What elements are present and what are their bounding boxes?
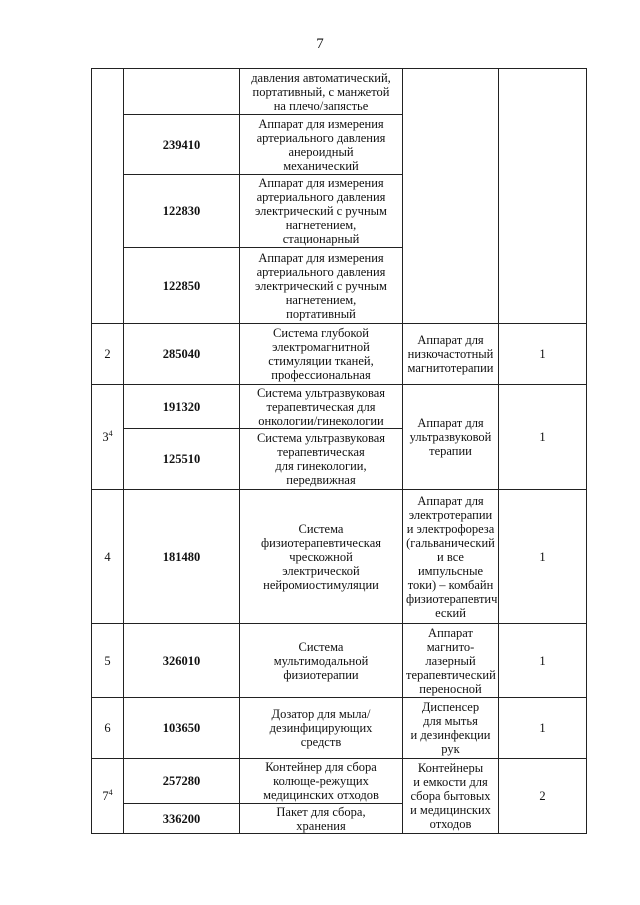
footnote-mark: 4 xyxy=(108,787,113,797)
table-row xyxy=(92,69,587,115)
table-row xyxy=(92,624,587,698)
code-cell: 122850 xyxy=(124,248,240,324)
group-cell: Диспенсер для мытья и дезинфекции рук xyxy=(403,698,499,759)
code-cell: 125510 xyxy=(124,429,240,490)
code-cell: 181480 xyxy=(124,490,240,624)
group-cell: Аппарат для электротерапии и электрофореза (гальванический и все импульсные токи) – комбайн физиотерапевтич еский xyxy=(403,490,499,624)
name-cell: давления автоматический, портативный, с манжетой на плечо/запястье xyxy=(240,69,403,115)
name-cell: Аппарат для измерения артериального давления анероидный механический xyxy=(240,115,403,175)
row-number-cell: 2 xyxy=(92,324,124,385)
quantity-cell: 1 xyxy=(499,385,587,490)
name-cell: Система мультимодальной физиотерапии xyxy=(240,624,403,698)
code-cell xyxy=(124,69,240,115)
row-number-cell xyxy=(92,759,124,834)
row-number-cell: 6 xyxy=(92,698,124,759)
code-cell: 285040 xyxy=(124,324,240,385)
row-number-cell: 5 xyxy=(92,624,124,698)
quantity-cell: 1 xyxy=(499,624,587,698)
code-cell: 191320 xyxy=(124,385,240,429)
code-cell: 103650 xyxy=(124,698,240,759)
name-cell: Контейнер для сбора колюще-режущих медицинских отходов xyxy=(240,759,403,804)
code-cell: 122830 xyxy=(124,175,240,248)
row-number-cell: 4 xyxy=(92,490,124,624)
page-number: 7 xyxy=(316,36,324,52)
code-cell: 336200 xyxy=(124,804,240,834)
group-cell: Аппарат для ультразвуковой терапии xyxy=(403,385,499,490)
name-cell: Дозатор для мыла/ дезинфицирующих средств xyxy=(240,698,403,759)
footnote-mark: 4 xyxy=(108,428,113,438)
table-row xyxy=(92,324,587,385)
equipment-table xyxy=(91,68,587,834)
name-cell: Аппарат для измерения артериального давления электрический с ручным нагнетением, портативный xyxy=(240,248,403,324)
name-cell: Система ультразвуковая терапевтическая для гинекологии, передвижная xyxy=(240,429,403,490)
row-number: 7 xyxy=(102,789,109,803)
group-cell xyxy=(403,69,499,324)
name-cell: Пакет для сбора, хранения xyxy=(240,804,403,834)
row-number-cell xyxy=(92,69,124,324)
quantity-cell: 1 xyxy=(499,698,587,759)
code-cell: 326010 xyxy=(124,624,240,698)
table-row xyxy=(92,385,587,429)
group-cell: Аппарат для низкочастотный магнитотерапии xyxy=(403,324,499,385)
row-number: 3 xyxy=(102,430,109,444)
quantity-cell: 1 xyxy=(499,490,587,624)
table-row xyxy=(92,698,587,759)
quantity-cell xyxy=(499,69,587,324)
row-number-cell xyxy=(92,385,124,490)
name-cell: Система глубокой электромагнитной стимуляции тканей, профессиональная xyxy=(240,324,403,385)
name-cell: Аппарат для измерения артериального давления электрический с ручным нагнетением, стационарный xyxy=(240,175,403,248)
group-cell: Аппарат магнито- лазерный терапевтический переносной xyxy=(403,624,499,698)
table-row xyxy=(92,490,587,624)
quantity-cell: 2 xyxy=(499,759,587,834)
code-cell: 257280 xyxy=(124,759,240,804)
name-cell: Система физиотерапевтическая чрескожной электрической нейромиостимуляции xyxy=(240,490,403,624)
group-cell: Контейнеры и емкости для сбора бытовых и медицинских отходов xyxy=(403,759,499,834)
code-cell: 239410 xyxy=(124,115,240,175)
table-row xyxy=(92,759,587,804)
quantity-cell: 1 xyxy=(499,324,587,385)
name-cell: Система ультразвуковая терапевтическая для онкологии/гинекологии xyxy=(240,385,403,429)
